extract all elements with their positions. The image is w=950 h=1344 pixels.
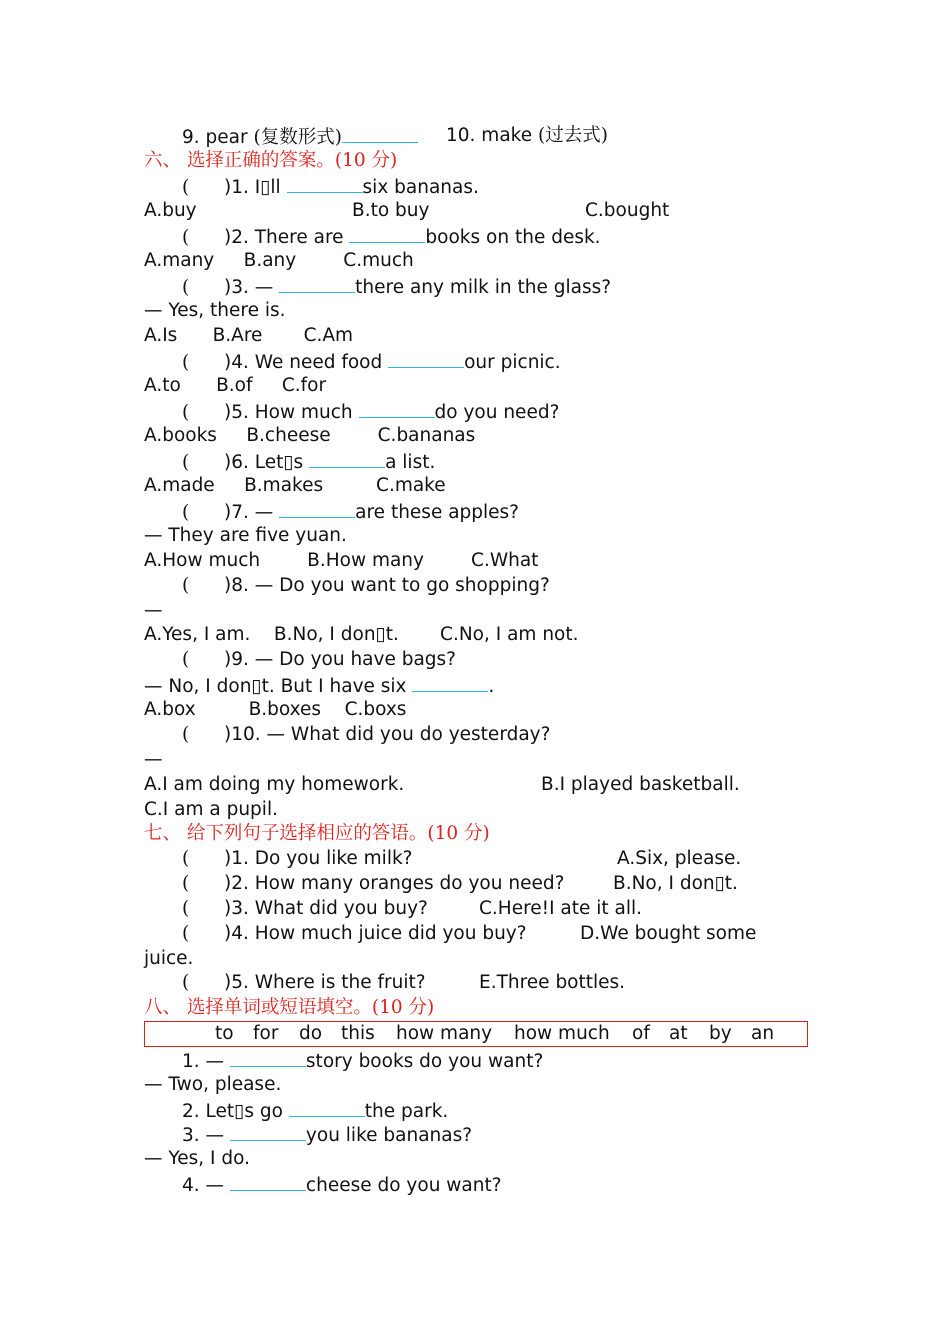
- s8-q4: [182, 1171, 502, 1196]
- s7-q3: )3. What did you buy?: [224, 898, 428, 919]
- s6-q10-opt-b: B.I played basketball.: [541, 774, 740, 795]
- s6-q10: [182, 722, 550, 747]
- word-bank-item: at: [669, 1023, 688, 1044]
- answer-blank[interactable]: [412, 672, 488, 692]
- q10-note: (过去式): [537, 125, 608, 146]
- s6-q1-stem-a: )1. I▯ll: [224, 177, 287, 198]
- s6-q4-stem-b: our picnic.: [464, 352, 561, 373]
- word-bank-item: for: [253, 1023, 279, 1044]
- s7-row-3: [182, 896, 428, 921]
- s6-q9-reply: [144, 672, 494, 697]
- s6-q6-stem-b: a list.: [385, 452, 436, 473]
- answer-paren[interactable]: (: [182, 352, 190, 373]
- s8-q3-reply: — Yes, I do.: [144, 1148, 250, 1169]
- s6-q5-stem-a: )5. How much: [224, 402, 359, 423]
- s6-q9-options: A.box B.boxes C.boxs: [144, 699, 407, 720]
- answer-paren[interactable]: (: [182, 649, 190, 670]
- s8-q3-b: you like bananas?: [305, 1125, 473, 1146]
- s6-q10-opt-a: A.I am doing my homework.: [144, 774, 405, 795]
- answer-paren[interactable]: (: [182, 972, 190, 993]
- s6-q8-stem: )8. — Do you want to go shopping?: [224, 575, 550, 596]
- word-bank-item: by: [709, 1023, 732, 1044]
- answer-paren[interactable]: (: [182, 873, 190, 894]
- word-bank-item: do: [299, 1023, 323, 1044]
- answer-blank[interactable]: [388, 348, 464, 368]
- answer-blank[interactable]: [287, 173, 363, 193]
- s6-q7-stem-b: are these apples?: [355, 502, 520, 523]
- s7-q4: )4. How much juice did you buy?: [224, 923, 527, 944]
- s8-q1-a: 1. —: [182, 1051, 230, 1072]
- answer-blank[interactable]: [349, 223, 425, 243]
- s6-q7-options: A.How much B.How many C.What: [144, 550, 539, 571]
- s6-q4: [182, 348, 561, 373]
- answer-paren[interactable]: (: [182, 277, 190, 298]
- answer-paren[interactable]: (: [182, 452, 190, 473]
- section-8-score: (10 分): [371, 997, 435, 1018]
- answer-blank[interactable]: [289, 1097, 365, 1117]
- answer-blank[interactable]: [342, 123, 418, 143]
- s8-q4-b: cheese do you want?: [305, 1175, 502, 1196]
- answer-paren[interactable]: (: [182, 502, 190, 523]
- s7-row-4: [182, 921, 527, 946]
- answer-blank[interactable]: [230, 1047, 306, 1067]
- q9-text: 9. pear: [182, 127, 254, 148]
- s8-q4-a: 4. —: [182, 1175, 230, 1196]
- s6-q2-stem-b: books on the desk.: [425, 227, 601, 248]
- s6-q8-reply: —: [144, 600, 163, 621]
- s7-answer-d-wrap: juice.: [144, 948, 194, 969]
- answer-paren[interactable]: (: [182, 898, 190, 919]
- s7-answer-b: B.No, I don▯t.: [613, 873, 738, 894]
- s6-q7-stem-a: )7. —: [224, 502, 280, 523]
- answer-paren[interactable]: (: [182, 177, 190, 198]
- s6-q9: [182, 647, 456, 672]
- section-6-title: 六、 选择正确的答案。: [144, 150, 335, 171]
- s6-q5: [182, 398, 559, 423]
- section-7-score: (10 分): [427, 823, 490, 844]
- s6-q2-options: A.many B.any C.much: [144, 250, 414, 271]
- s7-row-5: [182, 970, 426, 995]
- s6-q4-stem-a: )4. We need food: [224, 352, 389, 373]
- word-bank-item: an: [751, 1023, 775, 1044]
- s6-q6: [182, 448, 435, 473]
- s7-answer-e: E.Three bottles.: [479, 972, 626, 993]
- s6-q10-opt-c: C.I am a pupil.: [144, 799, 278, 820]
- s6-q9-reply-b: .: [488, 676, 495, 697]
- word-bank-item: this: [341, 1023, 375, 1044]
- s6-q9-stem: )9. — Do you have bags?: [224, 649, 456, 670]
- s7-answer-a: A.Six, please.: [617, 848, 742, 869]
- section-7-title: 七、 给下列句子选择相应的答语。: [144, 823, 428, 844]
- answer-blank[interactable]: [230, 1171, 306, 1191]
- s6-q1-opt-a: A.buy: [144, 200, 197, 221]
- word-bank-item: how much: [514, 1023, 610, 1044]
- word-bank-item: of: [632, 1023, 650, 1044]
- s8-q2-b: the park.: [364, 1101, 449, 1122]
- section-8-heading: [144, 995, 434, 1020]
- s8-q3: [182, 1121, 472, 1146]
- answer-blank[interactable]: [309, 448, 385, 468]
- answer-paren[interactable]: (: [182, 402, 190, 423]
- s6-q3-reply: — Yes, there is.: [144, 300, 286, 321]
- q10-past-make: [446, 123, 608, 148]
- section-7-heading: [144, 821, 490, 846]
- answer-blank[interactable]: [359, 398, 435, 418]
- s6-q7: [182, 498, 519, 523]
- s7-answer-d: D.We bought some: [580, 923, 757, 944]
- s6-q3: [182, 273, 611, 298]
- s6-q1-opt-b: B.to buy: [352, 200, 430, 221]
- s6-q9-reply-a: — No, I don▯t. But I have six: [144, 676, 413, 697]
- s6-q8-options: A.Yes, I am. B.No, I don▯t. C.No, I am not.: [144, 624, 579, 645]
- s6-q5-options: A.books B.cheese C.bananas: [144, 425, 476, 446]
- s6-q8: [182, 573, 550, 598]
- q9-note: (复数形式): [253, 127, 342, 148]
- s6-q4-options: A.to B.of C.for: [144, 375, 327, 396]
- answer-paren[interactable]: (: [182, 724, 190, 745]
- s8-q1-b: story books do you want?: [305, 1051, 544, 1072]
- s7-row-1: [182, 846, 413, 871]
- s8-q1-reply: — Two, please.: [144, 1074, 282, 1095]
- word-bank-item: how many: [396, 1023, 493, 1044]
- answer-paren[interactable]: (: [182, 575, 190, 596]
- s6-q3-stem-b: there any milk in the glass?: [355, 277, 612, 298]
- s7-q5: )5. Where is the fruit?: [224, 972, 426, 993]
- s7-q1: )1. Do you like milk?: [224, 848, 413, 869]
- s8-q2-a: 2. Let▯s go: [182, 1101, 289, 1122]
- s6-q1-opt-c: C.bought: [585, 200, 670, 221]
- answer-blank[interactable]: [279, 498, 355, 518]
- answer-blank[interactable]: [279, 273, 355, 293]
- s6-q6-stem-a: )6. Let▯s: [224, 452, 310, 473]
- s6-q1: [182, 173, 479, 198]
- s6-q6-options: A.made B.makes C.make: [144, 475, 446, 496]
- s6-q1-stem-b: six bananas.: [362, 177, 479, 198]
- word-bank-item: to: [215, 1023, 234, 1044]
- answer-paren[interactable]: (: [182, 848, 190, 869]
- q9-plural-pear: [182, 123, 418, 148]
- q10-text: 10. make: [446, 125, 538, 146]
- s6-q2: [182, 223, 601, 248]
- s6-q10-reply: —: [144, 749, 163, 770]
- answer-paren[interactable]: (: [182, 923, 190, 944]
- s6-q2-stem-a: )2. There are: [224, 227, 350, 248]
- answer-blank[interactable]: [230, 1121, 306, 1141]
- word-bank-box: [144, 1021, 808, 1047]
- s6-q5-stem-b: do you need?: [434, 402, 560, 423]
- s6-q7-reply: — They are five yuan.: [144, 525, 347, 546]
- s7-q2: )2. How many oranges do you need?: [224, 873, 565, 894]
- section-6-heading: [144, 148, 397, 173]
- s7-row-2: [182, 871, 564, 896]
- s6-q3-options: A.Is B.Are C.Am: [144, 325, 354, 346]
- section-8-title: 八、 选择单词或短语填空。: [144, 997, 372, 1018]
- s6-q10-stem: )10. — What did you do yesterday?: [224, 724, 551, 745]
- s7-answer-c: C.Here!I ate it all.: [479, 898, 643, 919]
- s8-q2: [182, 1097, 448, 1122]
- s8-q1: [182, 1047, 543, 1072]
- answer-paren[interactable]: (: [182, 227, 190, 248]
- section-6-score: (10 分): [334, 150, 398, 171]
- s6-q3-stem-a: )3. —: [224, 277, 280, 298]
- s8-q3-a: 3. —: [182, 1125, 230, 1146]
